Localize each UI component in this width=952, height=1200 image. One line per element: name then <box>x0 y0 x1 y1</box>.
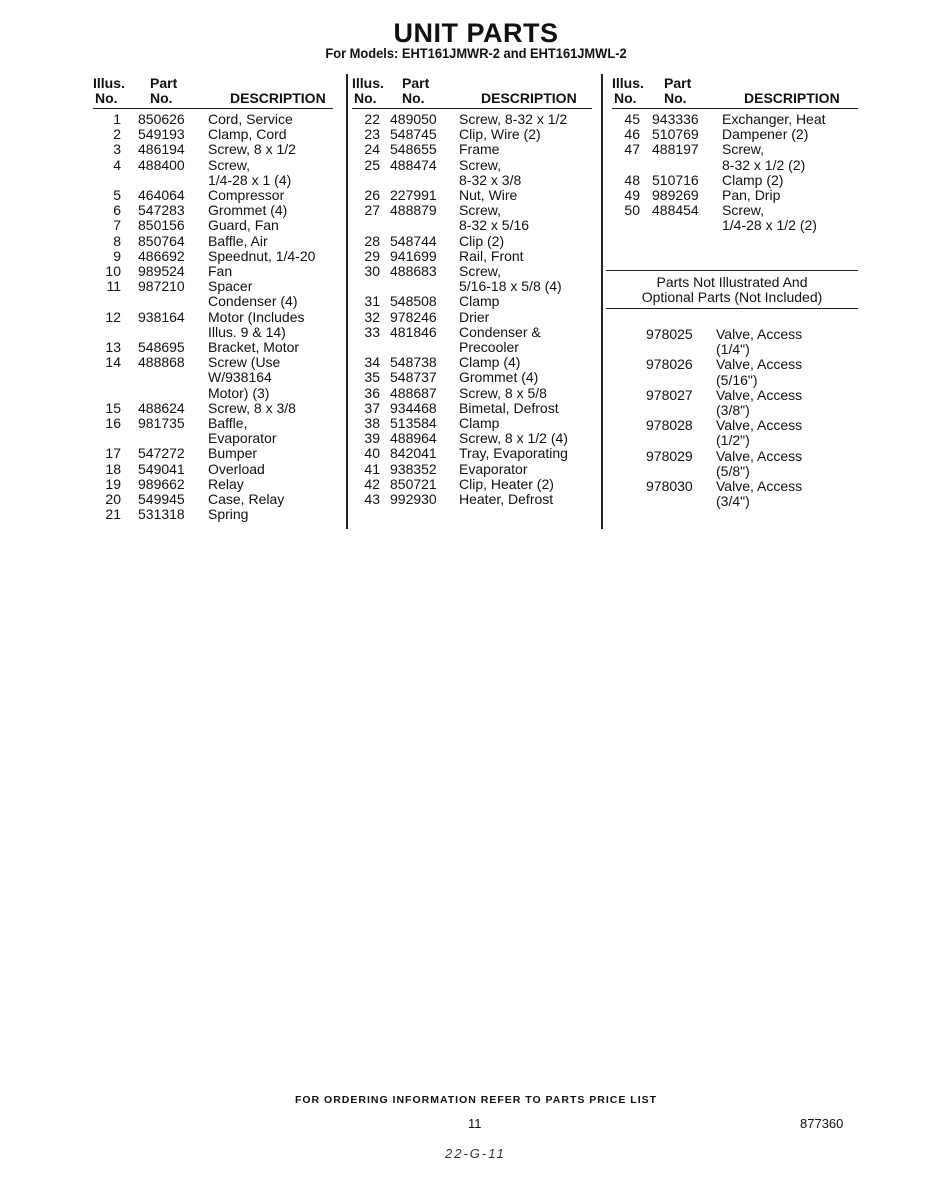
handwritten-note: 22-G-11 <box>445 1146 506 1161</box>
illus-number: 34 <box>364 354 380 371</box>
not-illustrated-heading <box>606 270 858 309</box>
part-description: Heater, Defrost <box>459 491 554 508</box>
part-number: 510716 <box>652 171 699 188</box>
part-number: 978026 <box>646 356 693 373</box>
illus-number: 14 <box>105 354 121 371</box>
part-description: Screw, 8-32 x 3/8 <box>459 156 522 188</box>
part-number: 992930 <box>390 491 437 508</box>
part-number: 850626 <box>138 111 185 127</box>
column-divider <box>601 74 603 529</box>
not-illustrated-heading-line1: Parts Not Illustrated And <box>656 274 808 290</box>
illus-number: 23 <box>364 126 380 143</box>
illus-number: 13 <box>105 339 121 356</box>
part-description: Clip, Wire (2) <box>459 126 541 143</box>
table-row <box>93 188 333 203</box>
table-row <box>352 158 592 188</box>
table-row <box>352 294 592 309</box>
table-row <box>352 477 592 492</box>
illus-number: 2 <box>113 126 121 143</box>
header-illus-no: No. <box>614 90 637 106</box>
not-illustrated-heading-line2: Optional Parts (Not Included) <box>641 289 823 305</box>
part-number: 549041 <box>138 460 185 477</box>
part-number: 548737 <box>390 369 437 386</box>
part-description: Clamp, Cord <box>208 126 287 143</box>
part-description: Cord, Service <box>208 111 293 127</box>
illus-number: 28 <box>364 232 380 249</box>
illus-number: 17 <box>105 445 121 462</box>
illus-number: 16 <box>105 415 121 432</box>
table-row <box>606 479 802 509</box>
table-row <box>352 234 592 249</box>
part-number: 978028 <box>646 417 693 434</box>
illus-number: 19 <box>105 475 121 492</box>
part-description: Speednut, 1/4-20 <box>208 247 316 264</box>
table-row <box>606 418 802 448</box>
header-illus: Illus. <box>612 75 644 91</box>
document-code: 877360 <box>800 1116 844 1131</box>
header-part: Part <box>402 75 430 91</box>
part-description: Fan <box>208 263 233 280</box>
part-number: 548738 <box>390 354 437 371</box>
part-number: 938164 <box>138 308 185 325</box>
part-description: Spacer Condenser (4) <box>208 278 298 310</box>
table-row <box>612 203 858 233</box>
header-part-no: No. <box>664 90 687 106</box>
part-number: 978029 <box>646 447 693 464</box>
table-row <box>93 477 333 492</box>
part-description: Relay <box>208 475 244 492</box>
part-number: 488683 <box>390 263 437 280</box>
part-description: Clamp (2) <box>722 171 784 188</box>
header-description: DESCRIPTION <box>481 90 577 106</box>
illus-number: 37 <box>364 399 380 416</box>
part-description: Condenser & Precooler <box>459 323 541 356</box>
part-description: Bimetal, Defrost <box>459 399 559 416</box>
illus-number: 12 <box>105 308 121 325</box>
part-description: Motor (Includes Illus. 9 & 14) <box>208 308 305 340</box>
part-description: Exchanger, Heat <box>722 111 826 127</box>
optional-parts-list <box>606 327 802 509</box>
illus-number: 7 <box>113 217 121 234</box>
part-description: Screw, 8 x 1/2 (4) <box>459 430 568 447</box>
header-description: DESCRIPTION <box>230 90 326 106</box>
illus-number: 6 <box>113 202 121 219</box>
table-row <box>93 310 333 340</box>
table-row <box>606 357 802 387</box>
table-row <box>352 401 592 416</box>
part-number: 548744 <box>390 232 437 249</box>
part-number: 486194 <box>138 141 185 158</box>
part-description: Nut, Wire <box>459 187 518 204</box>
part-description: Baffle, Air <box>208 232 268 249</box>
table-row <box>93 249 333 264</box>
table-row <box>606 388 802 418</box>
part-description: Clip (2) <box>459 232 505 249</box>
table-row <box>352 446 592 461</box>
part-description: Clamp (4) <box>459 354 521 371</box>
part-number: 488687 <box>390 384 437 401</box>
illus-number: 20 <box>105 491 121 508</box>
table-row <box>352 386 592 401</box>
illus-number: 41 <box>364 460 380 477</box>
part-number: 548695 <box>138 339 185 356</box>
part-number: 941699 <box>390 247 437 264</box>
part-number: 510769 <box>652 126 699 143</box>
table-row <box>352 203 592 233</box>
illus-number: 11 <box>106 278 121 295</box>
table-row <box>352 462 592 477</box>
part-description: Rail, Front <box>459 247 524 264</box>
illus-number: 30 <box>364 263 380 280</box>
header-description: DESCRIPTION <box>744 90 840 106</box>
part-description: Tray, Evaporating <box>459 445 568 462</box>
table-row <box>93 142 333 157</box>
illus-number: 40 <box>364 445 380 462</box>
illus-number: 35 <box>364 369 380 386</box>
part-description: Pan, Drip <box>722 187 781 204</box>
part-description: Spring <box>208 506 249 523</box>
part-number: 548508 <box>390 293 437 310</box>
table-row <box>93 507 333 522</box>
table-row <box>612 188 858 203</box>
part-number: 488964 <box>390 430 437 447</box>
illus-number: 50 <box>624 202 640 219</box>
illus-number: 47 <box>624 141 640 158</box>
table-row <box>352 310 592 325</box>
table-row <box>93 401 333 416</box>
table-row <box>93 355 333 401</box>
table-row <box>352 142 592 157</box>
part-description: Valve, Access (5/16") <box>716 356 803 388</box>
part-number: 488454 <box>652 202 699 219</box>
part-number: 464064 <box>138 187 185 204</box>
part-description: Valve, Access (3/4") <box>716 478 803 510</box>
table-row <box>93 279 333 309</box>
illus-number: 4 <box>113 156 121 173</box>
part-number: 978246 <box>390 308 437 325</box>
part-number: 547283 <box>138 202 185 219</box>
illus-number: 46 <box>624 126 640 143</box>
table-row <box>93 203 333 218</box>
header-illus-no: No. <box>354 90 377 106</box>
header-part-no: No. <box>402 90 425 106</box>
part-number: 987210 <box>138 278 185 295</box>
part-description: Frame <box>459 141 500 158</box>
illus-number: 32 <box>364 308 380 325</box>
illus-number: 48 <box>624 171 640 188</box>
table-row <box>93 264 333 279</box>
page-number: 11 <box>468 1116 482 1131</box>
part-number: 978025 <box>646 326 693 342</box>
illus-number: 24 <box>364 141 380 158</box>
part-description: Compressor <box>208 187 285 204</box>
illus-number: 39 <box>364 430 380 447</box>
part-number: 488197 <box>652 141 699 158</box>
part-description: Screw, 8 x 3/8 <box>208 399 296 416</box>
table-row <box>93 218 333 233</box>
part-number: 934468 <box>390 399 437 416</box>
header-illus-no: No. <box>95 90 118 106</box>
part-number: 978027 <box>646 386 693 403</box>
table-row <box>352 416 592 431</box>
part-description: Guard, Fan <box>208 217 279 234</box>
part-number: 488879 <box>390 202 437 219</box>
part-number: 513584 <box>390 415 437 432</box>
table-row <box>612 112 858 127</box>
table-row <box>93 112 333 127</box>
part-description: Screw, 8-32 x 1/2 (2) <box>722 141 806 173</box>
part-description: Valve, Access (5/8") <box>716 447 803 479</box>
part-description: Baffle, Evaporator <box>208 415 277 447</box>
part-number: 531318 <box>138 506 185 523</box>
table-row <box>606 327 802 357</box>
parts-rows <box>612 112 858 234</box>
illus-number: 26 <box>364 187 380 204</box>
illus-number: 1 <box>113 111 121 127</box>
header-part: Part <box>150 75 178 91</box>
illus-number: 18 <box>105 460 121 477</box>
part-description: Grommet (4) <box>459 369 539 386</box>
part-description: Screw (Use W/938164 Motor) (3) <box>208 354 281 401</box>
parts-column-2 <box>352 74 592 507</box>
part-description: Bumper <box>208 445 258 462</box>
part-number: 989524 <box>138 263 185 280</box>
illus-number: 9 <box>113 247 121 264</box>
column-header <box>612 74 858 109</box>
table-row <box>352 355 592 370</box>
part-number: 943336 <box>652 111 699 127</box>
table-row <box>93 446 333 461</box>
table-row <box>352 264 592 294</box>
part-number: 488400 <box>138 156 185 173</box>
part-description: Valve, Access (1/2") <box>716 417 803 449</box>
part-description: Screw, 5/16-18 x 5/8 (4) <box>459 263 562 295</box>
models-subtitle: For Models: EHT161JMWR-2 and EHT161JMWL-2 <box>325 45 627 61</box>
illus-number: 36 <box>364 384 380 401</box>
illus-number: 42 <box>364 475 380 492</box>
part-number: 489050 <box>390 111 437 127</box>
illus-number: 38 <box>364 415 380 432</box>
table-row <box>93 158 333 188</box>
illus-number: 5 <box>113 187 121 204</box>
part-number: 938352 <box>390 460 437 477</box>
part-description: Clamp <box>459 415 500 432</box>
table-row <box>612 127 858 142</box>
part-number: 486692 <box>138 247 185 264</box>
table-row <box>352 127 592 142</box>
illus-number: 31 <box>364 293 380 310</box>
part-number: 488624 <box>138 399 185 416</box>
part-description: Screw, 8 x 1/2 <box>208 141 296 158</box>
parts-column-3 <box>612 74 858 234</box>
header-part-no: No. <box>150 90 173 106</box>
table-row <box>352 325 592 355</box>
table-row <box>352 112 592 127</box>
illus-number: 15 <box>105 399 121 416</box>
part-number: 989662 <box>138 475 185 492</box>
part-number: 978030 <box>646 478 693 495</box>
part-number: 549945 <box>138 491 185 508</box>
table-row <box>612 173 858 188</box>
part-description: Overload <box>208 460 265 477</box>
header-part: Part <box>664 75 692 91</box>
table-row <box>93 462 333 477</box>
parts-rows <box>352 112 592 507</box>
illus-number: 49 <box>624 187 640 204</box>
illus-number: 25 <box>364 156 380 173</box>
part-number: 481846 <box>390 323 437 340</box>
table-row <box>352 370 592 385</box>
part-number: 850764 <box>138 232 185 249</box>
table-row <box>606 449 802 479</box>
illus-number: 43 <box>364 491 380 508</box>
table-row <box>352 492 592 507</box>
part-number: 547272 <box>138 445 185 462</box>
part-number: 548745 <box>390 126 437 143</box>
illus-number: 33 <box>364 323 380 340</box>
part-description: Dampener (2) <box>722 126 809 143</box>
column-divider <box>346 74 348 529</box>
part-number: 548655 <box>390 141 437 158</box>
part-description: Drier <box>459 308 490 325</box>
part-description: Screw, 8 x 5/8 <box>459 384 547 401</box>
illus-number: 21 <box>105 506 121 523</box>
part-description: Case, Relay <box>208 491 285 508</box>
illus-number: 3 <box>113 141 121 158</box>
table-row <box>352 188 592 203</box>
part-number: 981735 <box>138 415 185 432</box>
part-description: Grommet (4) <box>208 202 288 219</box>
part-number: 227991 <box>390 187 437 204</box>
part-number: 549193 <box>138 126 185 143</box>
parts-rows <box>93 112 333 522</box>
column-header <box>93 74 333 109</box>
part-number: 488868 <box>138 354 185 371</box>
table-row <box>352 249 592 264</box>
part-description: Valve, Access (1/4") <box>716 326 803 358</box>
ordering-note: FOR ORDERING INFORMATION REFER TO PARTS PRICE LIST <box>294 1094 658 1106</box>
table-row <box>612 142 858 172</box>
part-description: Screw, 8-32 x 5/16 <box>459 202 530 234</box>
header-illus: Illus. <box>352 75 384 91</box>
part-number: 488474 <box>390 156 437 173</box>
part-description: Clamp <box>459 293 500 310</box>
part-description: Screw, 8-32 x 1/2 <box>459 111 568 127</box>
part-description: Evaporator <box>459 460 528 477</box>
part-number: 850156 <box>138 217 185 234</box>
table-row <box>93 127 333 142</box>
illus-number: 27 <box>364 202 380 219</box>
illus-number: 8 <box>113 232 121 249</box>
part-description: Clip, Heater (2) <box>459 475 554 492</box>
header-illus: Illus. <box>93 75 125 91</box>
table-row <box>93 416 333 446</box>
part-number: 850721 <box>390 475 437 492</box>
table-row <box>93 492 333 507</box>
part-number: 842041 <box>390 445 437 462</box>
illus-number: 29 <box>364 247 380 264</box>
table-row <box>93 340 333 355</box>
part-description: Screw, 1/4-28 x 1/2 (2) <box>722 202 817 234</box>
table-row <box>352 431 592 446</box>
part-number: 989269 <box>652 187 699 204</box>
part-description: Bracket, Motor <box>208 339 300 356</box>
illus-number: 10 <box>105 263 121 280</box>
column-header <box>352 74 592 109</box>
illus-number: 45 <box>624 111 640 127</box>
part-description: Valve, Access (3/8") <box>716 386 803 419</box>
illus-number: 22 <box>364 111 380 127</box>
parts-column-1 <box>93 74 333 522</box>
table-row <box>93 234 333 249</box>
part-description: Screw, 1/4-28 x 1 (4) <box>208 156 292 188</box>
page-title: UNIT PARTS <box>393 18 559 48</box>
